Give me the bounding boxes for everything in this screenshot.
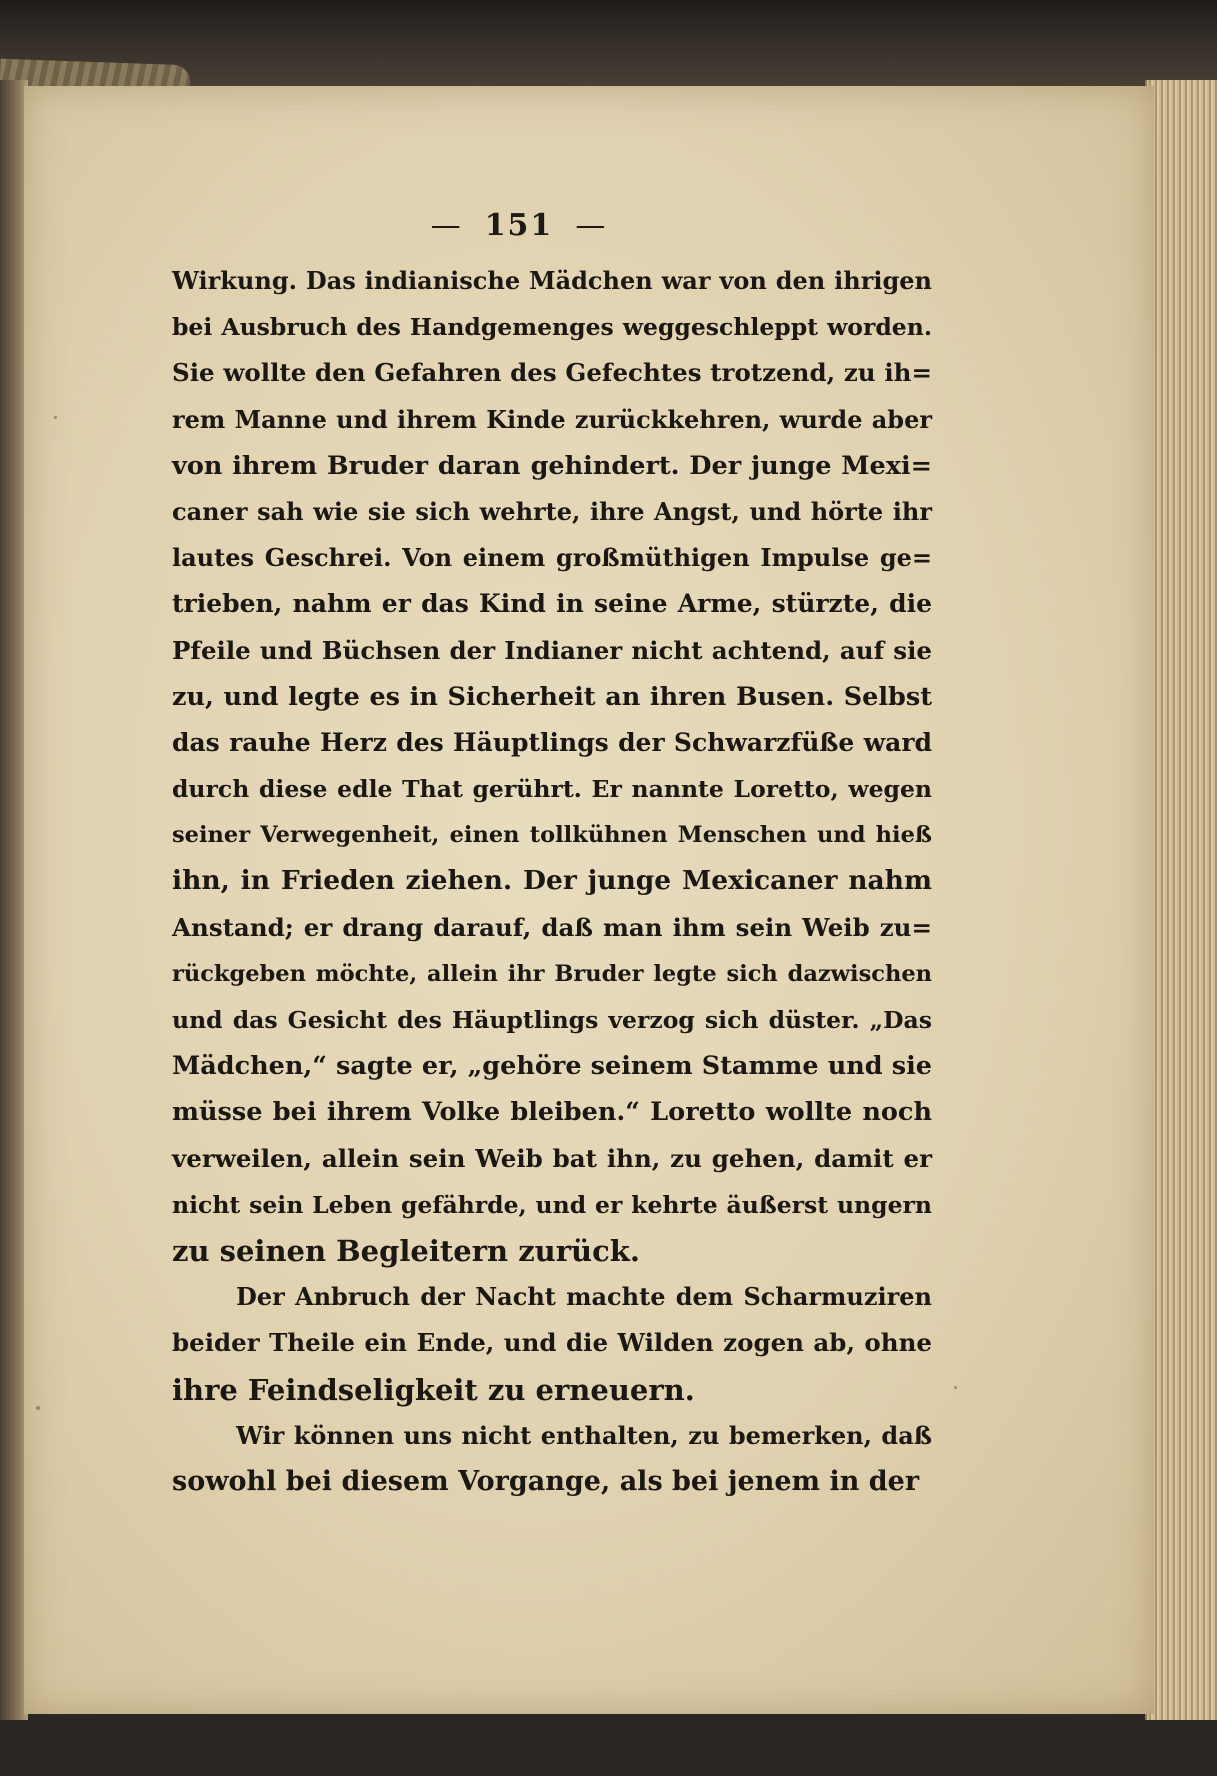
page-number-header xyxy=(0,208,1084,243)
paragraph xyxy=(172,1413,932,1505)
text-line: das rauhe Herz des Häuptlings der Schwarzfüße ward xyxy=(172,727,932,757)
text-line: ihn, in Frieden ziehen. Der junge Mexicaner nahm xyxy=(172,865,932,897)
text-line: Der Anbruch der Nacht machte dem Scharmuziren xyxy=(236,1282,932,1312)
text-line: bei Ausbruch des Handgemenges weggeschleppt worden. xyxy=(172,313,932,342)
text-line: trieben, nahm er das Kind in seine Arme, stürzte, die xyxy=(172,589,932,619)
text-line: Wir können uns nicht enthalten, zu bemerken, daß xyxy=(236,1420,932,1450)
text-line: verweilen, allein sein Weib bat ihn, zu gehen, damit er xyxy=(172,1143,932,1173)
text-line: Mädchen,“ sagte er, „gehöre seinem Stamme und sie xyxy=(172,1051,932,1082)
page-number: 151 xyxy=(484,208,554,243)
paragraph xyxy=(172,1274,932,1413)
text-line: Pfeile und Büchsen der Indianer nicht achtend, auf sie xyxy=(172,635,932,665)
text-line: Wirkung. Das indianische Mädchen war von den ihrigen xyxy=(172,266,932,295)
page-sheet xyxy=(24,86,1154,1714)
text-line: zu, und legte es in Sicherheit an ihren Busen. Selbst xyxy=(172,681,932,712)
text-line: ihre Feindseligkeit zu erneuern. xyxy=(172,1372,695,1407)
text-line: sowohl bei diesem Vorgange, als bei jenem in der xyxy=(172,1465,920,1497)
paper-speck xyxy=(54,416,57,419)
paper-speck xyxy=(954,1386,957,1389)
text-line: beider Theile ein Ende, und die Wilden zogen ab, ohne xyxy=(172,1328,932,1358)
page-edges xyxy=(1145,80,1217,1720)
folio-dash-left: — xyxy=(430,208,463,243)
text-line: zu seinen Begleitern zurück. xyxy=(172,1233,640,1268)
body-text xyxy=(172,258,932,1505)
text-line: caner sah wie sie sich wehrte, ihre Angst, und hörte ihr xyxy=(172,496,932,526)
text-line: nicht sein Leben gefährde, und er kehrte äußerst ungern xyxy=(172,1190,932,1219)
text-line: lautes Geschrei. Von einem großmüthigen Impulse ge= xyxy=(172,543,932,573)
text-line: rückgeben möchte, allein ihr Bruder legte sich dazwischen xyxy=(172,960,932,987)
paragraph xyxy=(172,258,932,1274)
text-line: durch diese edle That gerührt. Er nannte Loretto, wegen xyxy=(172,775,932,804)
text-line: und das Gesicht des Häuptlings verzog sich düster. „Das xyxy=(172,1006,932,1034)
text-line: Sie wollte den Gefahren des Gefechtes trotzend, zu ih= xyxy=(172,358,932,388)
paper-speck xyxy=(36,1406,40,1410)
text-line: rem Manne und ihrem Kinde zurückkehren, wurde aber xyxy=(172,404,932,434)
text-line: von ihrem Bruder daran gehindert. Der junge Mexi= xyxy=(172,450,932,481)
folio-dash-right: — xyxy=(575,208,608,243)
text-line: seiner Verwegenheit, einen tollkühnen Menschen und hieß xyxy=(172,822,932,849)
text-line: Anstand; er drang darauf, daß man ihm sein Weib zu= xyxy=(172,912,932,942)
text-line: müsse bei ihrem Volke bleiben.“ Loretto wollte noch xyxy=(172,1097,932,1128)
